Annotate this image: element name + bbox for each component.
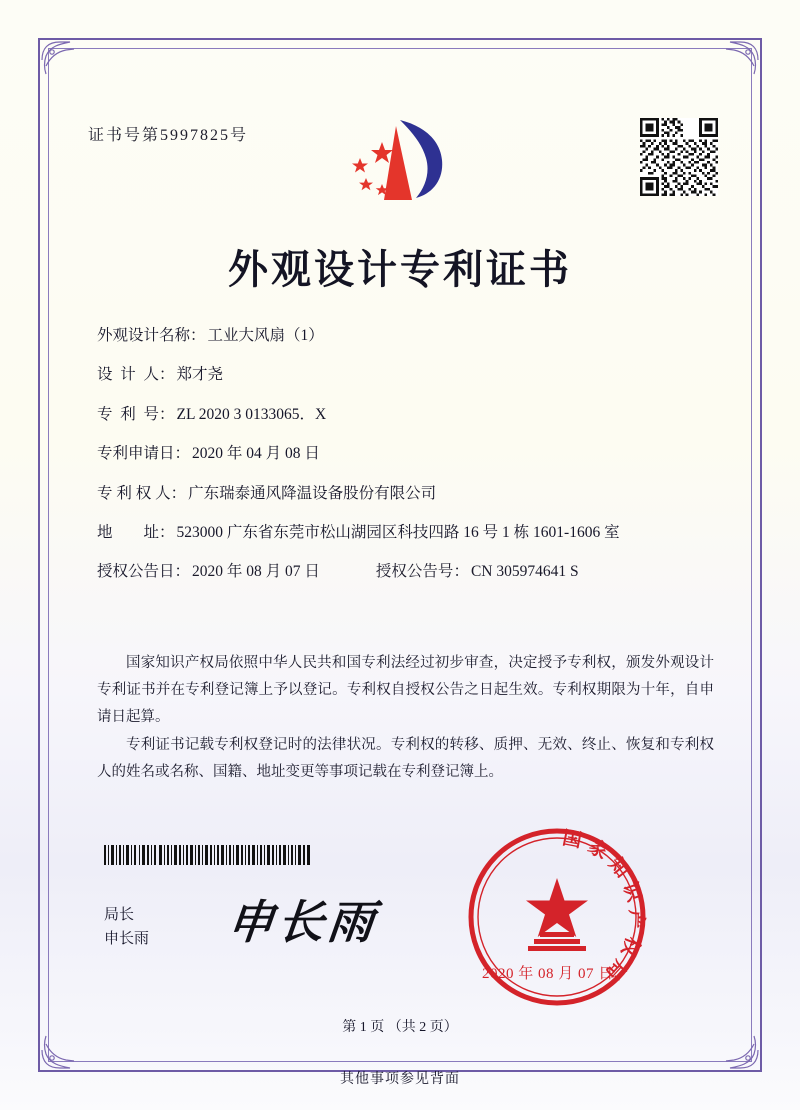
field-value: ZL 2020 3 0133065．X <box>176 405 327 423</box>
corner-ornament-icon <box>40 40 86 86</box>
seal-date: 2020 年 08 月 07 日 <box>482 966 614 982</box>
field-value: 523000 广东省东莞市松山湖园区科技四路 16 号 1 栋 1601-1606 室 <box>176 523 620 541</box>
field-label: 专利申请日 <box>97 445 175 463</box>
field-colon: ： <box>174 445 191 463</box>
cnipa-logo-icon <box>338 112 458 208</box>
field-designer <box>97 365 720 384</box>
field-value-secondary: CN 305974641 S <box>470 563 579 581</box>
field-colon: ： <box>190 327 206 344</box>
footer-note: 其他事项参见背面 <box>340 1072 460 1087</box>
field-grant-row <box>97 562 720 581</box>
legal-text <box>97 650 714 788</box>
field-colon: ： <box>159 366 175 384</box>
field-design-name <box>97 326 720 345</box>
legal-paragraph: 专利证书记载专利权登记时的法律状况。专利权的转移、质押、无效、终止、恢复和专利权人的姓名或名称、国籍、地址变更等事项记载在专利登记簿上。 <box>97 737 714 781</box>
field-value: 2020 年 04 月 08 日 <box>192 445 320 463</box>
svg-text:国 家 知 识 产 权 局: 国 家 知 识 产 权 局 <box>560 826 648 985</box>
field-colon: ： <box>170 484 187 502</box>
field-application-date <box>97 444 720 463</box>
field-label: 专 利 号 <box>97 405 160 423</box>
field-colon: ： <box>159 523 175 541</box>
field-address <box>97 523 720 542</box>
field-label-secondary: 授权公告号 <box>375 563 454 581</box>
barcode-icon <box>104 845 310 865</box>
field-patentee <box>97 484 720 503</box>
field-label: 外观设计名称 <box>97 327 191 344</box>
qr-code-icon <box>640 118 718 196</box>
field-value: 2020 年 08 月 07 日 <box>192 563 320 581</box>
signature-block <box>104 903 149 951</box>
page-number: 第 1 页 （共 2 页） <box>342 1020 458 1035</box>
field-value: 广东瑞泰通风降温设备股份有限公司 <box>188 484 437 502</box>
field-label: 地 址 <box>97 523 160 541</box>
page-title: 外观设计专利证书 <box>228 247 572 293</box>
field-value: 工业大风扇（1） <box>207 327 324 344</box>
field-list <box>97 326 720 602</box>
field-colon: ： <box>174 563 191 581</box>
field-value: 郑才尧 <box>176 366 224 384</box>
field-colon: ： <box>453 563 469 581</box>
certificate-number: 证书号第5997825号 <box>88 127 249 144</box>
field-label: 设 计 人 <box>97 366 160 384</box>
corner-ornament-icon <box>714 40 760 86</box>
field-label: 授权公告日 <box>97 563 175 581</box>
field-label: 专 利 权 人 <box>97 484 171 502</box>
handwritten-signature: 申长雨 <box>224 895 381 949</box>
legal-paragraph: 国家知识产权局依照中华人民共和国专利法经过初步审查，决定授予专利权，颁发外观设计专利证书并在专利登记簿上予以登记。专利权自授权公告之日起生效。专利权期限为十年，自申请日起算。 <box>97 655 714 725</box>
field-patent-number <box>97 405 720 424</box>
field-colon: ： <box>159 405 175 423</box>
signature-role: 局长 <box>104 907 135 923</box>
signature-name: 申长雨 <box>104 931 150 947</box>
